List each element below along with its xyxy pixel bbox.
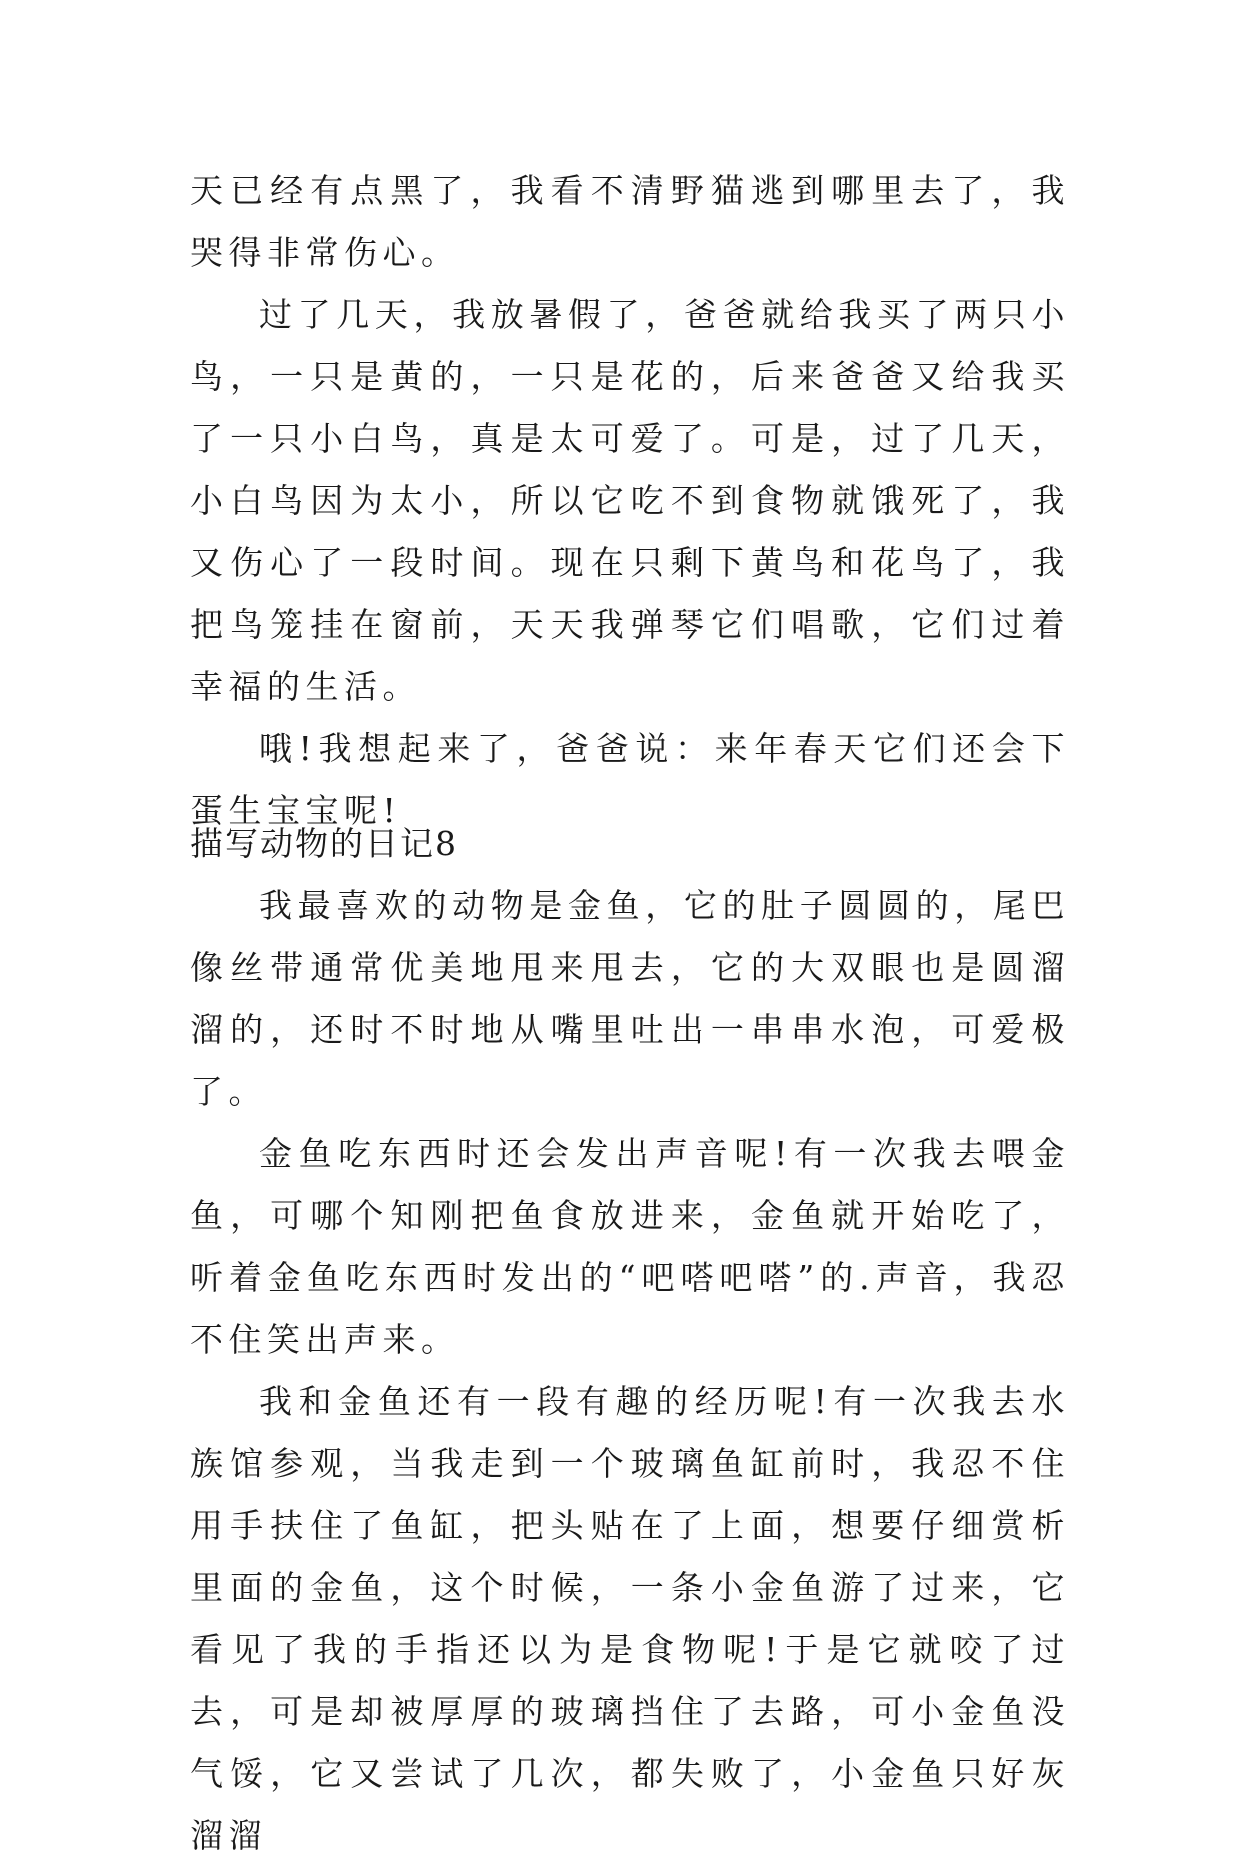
paragraph: 过了几天，我放暑假了，爸爸就给我买了两只小鸟，一只是黄的，一只是花的，后来爸爸又给我买了一只小白鸟，真是太可爱了。可是，过了几天，小白鸟因为太小，所以它吃不到食物就饿死了，我又伤心了一段时间。现在只剩下黄鸟和花鸟了，我把鸟笼挂在窗前，天天我弹琴它们唱歌，它们过着幸福的生活。 [190,295,1070,706]
continuation-text [190,160,1070,842]
paragraph: 金鱼吃东西时还会发出声音呢!有一次我去喂金鱼，可哪个知刚把鱼食放进来，金鱼就开始吃了，听着金鱼吃东西时发出的“吧嗒吧嗒”的.声音，我忍不住笑出声来。 [190,1134,1070,1359]
paragraph: 我和金鱼还有一段有趣的经历呢!有一次我去水族馆参观，当我走到一个玻璃鱼缸前时，我忍不住用手扶住了鱼缸，把头贴在了上面，想要仔细赏析里面的金鱼，这个时候，一条小金鱼游了过来，它看见了我的手指还以为是食物呢!于是它就咬了过去，可是却被厚厚的玻璃挡住了去路，可小金鱼没气馁，它又尝试了几次，都失败了，小金鱼只好灰溜溜 [190,1382,1070,1855]
section-title: 描写动物的日记8 [190,824,458,863]
paragraph: 我最喜欢的动物是金鱼，它的肚子圆圆的，尾巴像丝带通常优美地甩来甩去，它的大双眼也是圆溜溜的，还时不时地从嘴里吐出一串串水泡，可爱极了。 [190,886,1070,1111]
paragraph: 天已经有点黑了，我看不清野猫逃到哪里去了，我哭得非常伤心。 [190,171,1070,272]
paragraph: 哦!我想起来了，爸爸说：来年春天它们还会下蛋生宝宝呢! [190,729,1070,830]
diary-section [190,813,1070,1867]
